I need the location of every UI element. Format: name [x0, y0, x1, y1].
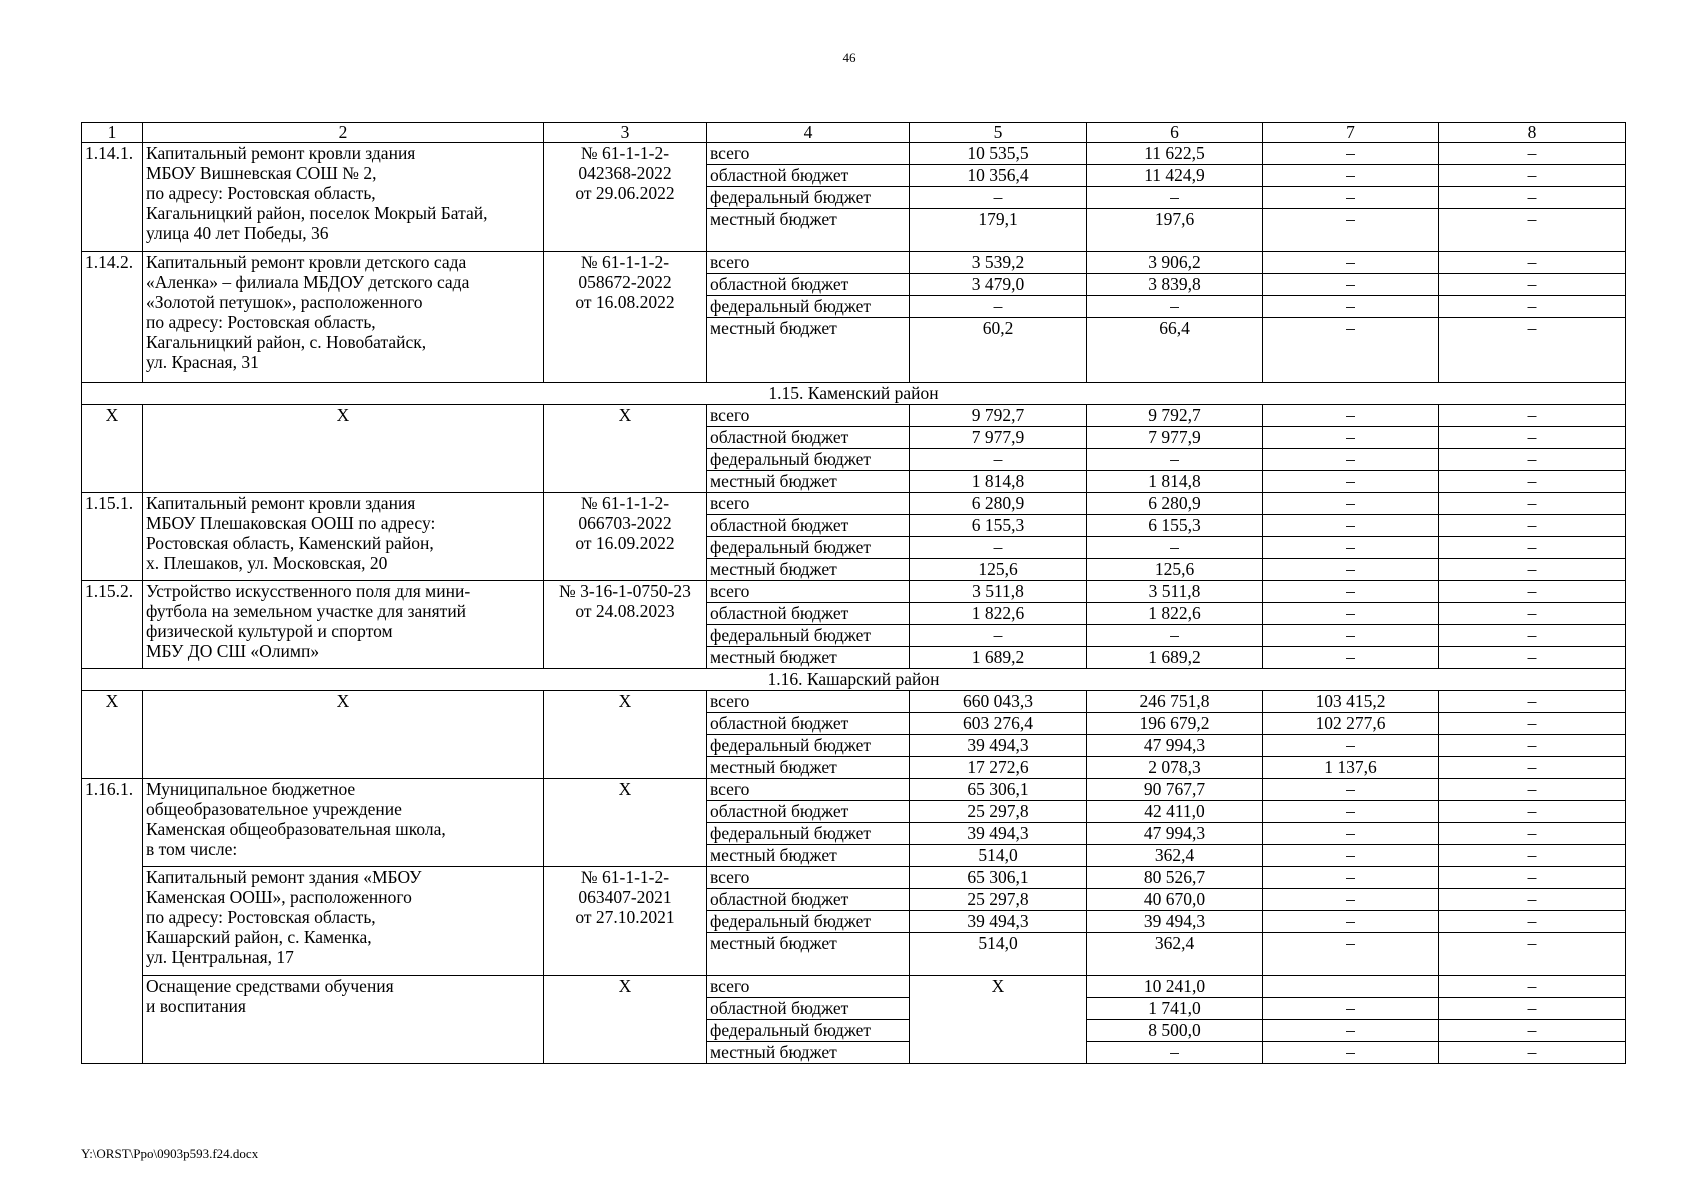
value-cell: 39 494,3	[910, 735, 1087, 757]
value-cell: –	[1439, 735, 1626, 757]
column-number-row	[82, 123, 1626, 143]
table-row	[82, 867, 1626, 889]
value-cell: –	[1263, 603, 1439, 625]
value-cell: 10 241,0	[1087, 976, 1263, 998]
value-cell: 60,2	[910, 318, 1087, 383]
document-ref: № 61-1-1-2- 066703-2022 от 16.09.2022	[544, 493, 707, 581]
value-cell: 1 137,6	[1263, 757, 1439, 779]
x-mark: Х	[143, 405, 544, 493]
value-cell: –	[910, 187, 1087, 209]
fund-label: всего	[707, 779, 910, 801]
fund-label: федеральный бюджет	[707, 187, 910, 209]
value-cell: –	[1439, 845, 1626, 867]
value-cell: –	[1263, 998, 1439, 1020]
value-cell: 7 977,9	[1087, 427, 1263, 449]
fund-label: местный бюджет	[707, 757, 910, 779]
fund-label: областной бюджет	[707, 998, 910, 1020]
value-cell: –	[1439, 493, 1626, 515]
item-name: Оснащение средствами обучения и воспитания	[143, 976, 544, 1064]
document-ref: № 61-1-1-2- 042368-2022 от 29.06.2022	[544, 143, 707, 252]
value-cell: –	[1087, 296, 1263, 318]
fund-label: местный бюджет	[707, 647, 910, 669]
fund-label: областной бюджет	[707, 889, 910, 911]
table-row	[82, 252, 1626, 274]
value-cell: –	[1439, 603, 1626, 625]
value-cell: –	[1439, 691, 1626, 713]
value-cell: 17 272,6	[910, 757, 1087, 779]
value-cell: 362,4	[1087, 845, 1263, 867]
item-name: Капитальный ремонт кровли детского сада «Аленка» – филиала МБДОУ детского сада «Золотой петушок», расположенного по адресу: Ростовская область, Кагальницкий район, с. Новобатайск, ул. Красная, 31	[143, 252, 544, 383]
value-cell: 179,1	[910, 209, 1087, 252]
value-cell: 7 977,9	[910, 427, 1087, 449]
section-title: 1.15. Каменский район	[82, 383, 1626, 405]
value-cell: –	[1439, 559, 1626, 581]
value-cell: –	[1263, 427, 1439, 449]
fund-label: местный бюджет	[707, 1042, 910, 1064]
header-cell: 6	[1087, 123, 1263, 143]
value-cell: 66,4	[1087, 318, 1263, 383]
fund-label: местный бюджет	[707, 559, 910, 581]
value-cell: 362,4	[1087, 933, 1263, 976]
value-cell: –	[1263, 493, 1439, 515]
fund-label: областной бюджет	[707, 515, 910, 537]
value-cell: 1 689,2	[910, 647, 1087, 669]
item-number: 1.15.2.	[82, 581, 143, 669]
fund-label: федеральный бюджет	[707, 823, 910, 845]
fund-label: федеральный бюджет	[707, 296, 910, 318]
value-cell: –	[1439, 143, 1626, 165]
value-cell: –	[1263, 647, 1439, 669]
item-name: Капитальный ремонт здания «МБОУ Каменская ООШ», расположенного по адресу: Ростовская область, Кашарский район, с. Каменка, ул. Центральная, 17	[143, 867, 544, 976]
value-cell: –	[1263, 252, 1439, 274]
value-cell: –	[1263, 867, 1439, 889]
value-cell: –	[1439, 449, 1626, 471]
value-cell: –	[1439, 801, 1626, 823]
value-cell: –	[1263, 471, 1439, 493]
fund-label: областной бюджет	[707, 427, 910, 449]
fund-label: всего	[707, 581, 910, 603]
value-cell: 42 411,0	[1087, 801, 1263, 823]
value-cell: –	[1263, 405, 1439, 427]
value-cell: 125,6	[910, 559, 1087, 581]
x-mark: Х	[82, 691, 143, 779]
value-cell: –	[1439, 1020, 1626, 1042]
value-cell: –	[1263, 187, 1439, 209]
x-mark: Х	[544, 779, 707, 867]
fund-label: всего	[707, 691, 910, 713]
fund-label: местный бюджет	[707, 933, 910, 976]
value-cell: –	[1263, 911, 1439, 933]
x-mark: Х	[82, 405, 143, 493]
value-cell: 10 535,5	[910, 143, 1087, 165]
value-cell: –	[1263, 449, 1439, 471]
value-cell: 2 078,3	[1087, 757, 1263, 779]
document-ref: № 3-16-1-0750-23 от 24.08.2023	[544, 581, 707, 669]
fund-label: федеральный бюджет	[707, 625, 910, 647]
value-cell: 39 494,3	[910, 911, 1087, 933]
value-cell: –	[910, 296, 1087, 318]
table-row	[82, 493, 1626, 515]
value-cell: 1 814,8	[1087, 471, 1263, 493]
section-header-row	[82, 669, 1626, 691]
value-cell: –	[1263, 165, 1439, 187]
value-cell: –	[1439, 318, 1626, 383]
value-cell: –	[1439, 647, 1626, 669]
value-cell: –	[1439, 515, 1626, 537]
value-cell: 3 839,8	[1087, 274, 1263, 296]
value-cell: 11 424,9	[1087, 165, 1263, 187]
value-cell: 9 792,7	[910, 405, 1087, 427]
section-header-row	[82, 383, 1626, 405]
fund-label: федеральный бюджет	[707, 449, 910, 471]
value-cell: –	[1439, 889, 1626, 911]
value-cell: 3 539,2	[910, 252, 1087, 274]
item-number: 1.14.1.	[82, 143, 143, 252]
value-cell: 11 622,5	[1087, 143, 1263, 165]
item-number: 1.14.2.	[82, 252, 143, 383]
value-cell: –	[1263, 581, 1439, 603]
fund-label: всего	[707, 143, 910, 165]
header-cell: 1	[82, 123, 143, 143]
value-cell: 25 297,8	[910, 889, 1087, 911]
fund-label: федеральный бюджет	[707, 1020, 910, 1042]
value-cell: –	[1439, 713, 1626, 735]
value-cell: –	[1087, 537, 1263, 559]
value-cell: 246 751,8	[1087, 691, 1263, 713]
value-cell: –	[1263, 625, 1439, 647]
value-cell: 40 670,0	[1087, 889, 1263, 911]
value-cell: 603 276,4	[910, 713, 1087, 735]
header-cell: 4	[707, 123, 910, 143]
fund-label: всего	[707, 493, 910, 515]
footer-file-path: Y:\ORST\Ppo\0903p593.f24.docx	[81, 1146, 259, 1161]
fund-label: всего	[707, 252, 910, 274]
value-cell: 25 297,8	[910, 801, 1087, 823]
value-cell: 6 155,3	[1087, 515, 1263, 537]
value-cell: –	[1263, 537, 1439, 559]
value-cell: –	[1087, 187, 1263, 209]
value-cell: –	[1439, 581, 1626, 603]
value-cell: –	[1439, 274, 1626, 296]
value-cell: 196 679,2	[1087, 713, 1263, 735]
value-cell: 90 767,7	[1087, 779, 1263, 801]
value-cell: 1 741,0	[1087, 998, 1263, 1020]
value-cell: 103 415,2	[1263, 691, 1439, 713]
value-cell: –	[1439, 823, 1626, 845]
section-title: 1.16. Кашарский район	[82, 669, 1626, 691]
value-cell: –	[1087, 625, 1263, 647]
item-number: 1.16.1.	[82, 779, 143, 1064]
item-name: Устройство искусственного поля для мини- футбола на земельном участке для занятий физической культурой и спортом МБУ ДО СШ «Олимп»	[143, 581, 544, 669]
value-cell: 39 494,3	[1087, 911, 1263, 933]
value-cell: –	[1263, 735, 1439, 757]
value-cell: –	[1263, 209, 1439, 252]
value-cell: –	[1263, 1042, 1439, 1064]
value-cell: 1 822,6	[1087, 603, 1263, 625]
value-cell: –	[1263, 274, 1439, 296]
fund-label: всего	[707, 867, 910, 889]
value-cell: –	[1439, 427, 1626, 449]
budget-table	[81, 122, 1626, 1064]
document-ref: № 61-1-1-2- 063407-2021 от 27.10.2021	[544, 867, 707, 976]
table-row	[82, 405, 1626, 427]
value-cell: –	[1263, 845, 1439, 867]
table-row	[82, 581, 1626, 603]
fund-label: федеральный бюджет	[707, 537, 910, 559]
table-row	[82, 691, 1626, 713]
value-cell: –	[1263, 823, 1439, 845]
value-cell: –	[1087, 449, 1263, 471]
item-name: Капитальный ремонт кровли здания МБОУ Вишневская СОШ № 2, по адресу: Ростовская область, Кагальницкий район, поселок Мокрый Батай, улица 40 лет Победы, 36	[143, 143, 544, 252]
value-cell: –	[1087, 1042, 1263, 1064]
header-cell: 3	[544, 123, 707, 143]
x-mark: Х	[544, 405, 707, 493]
fund-label: федеральный бюджет	[707, 735, 910, 757]
x-mark: Х	[544, 976, 707, 1064]
value-cell: –	[1439, 998, 1626, 1020]
value-cell: 3 511,8	[910, 581, 1087, 603]
fund-label: федеральный бюджет	[707, 911, 910, 933]
value-cell: –	[1439, 867, 1626, 889]
fund-label: областной бюджет	[707, 713, 910, 735]
value-cell: 1 822,6	[910, 603, 1087, 625]
value-cell: –	[1439, 296, 1626, 318]
header-cell: 7	[1263, 123, 1439, 143]
fund-label: областной бюджет	[707, 603, 910, 625]
fund-label: местный бюджет	[707, 209, 910, 252]
value-cell: 3 511,8	[1087, 581, 1263, 603]
value-cell: –	[1263, 779, 1439, 801]
value-cell: –	[1263, 515, 1439, 537]
x-mark: Х	[143, 691, 544, 779]
value-cell: 6 155,3	[910, 515, 1087, 537]
value-cell: 3 906,2	[1087, 252, 1263, 274]
value-cell: 39 494,3	[910, 823, 1087, 845]
value-cell	[1263, 976, 1439, 998]
item-name: Муниципальное бюджетное общеобразовательное учреждение Каменская общеобразовательная школа, в том числе:	[143, 779, 544, 867]
value-cell: –	[1439, 779, 1626, 801]
value-cell: –	[1439, 625, 1626, 647]
fund-label: местный бюджет	[707, 471, 910, 493]
value-cell: –	[1263, 318, 1439, 383]
value-cell: 1 814,8	[910, 471, 1087, 493]
document-ref: № 61-1-1-2- 058672-2022 от 16.08.2022	[544, 252, 707, 383]
value-cell: –	[910, 625, 1087, 647]
value-cell: –	[1439, 757, 1626, 779]
value-cell: 1 689,2	[1087, 647, 1263, 669]
value-cell: –	[1439, 165, 1626, 187]
x-mark: Х	[544, 691, 707, 779]
value-cell: –	[1439, 933, 1626, 976]
value-cell: –	[1439, 976, 1626, 998]
value-cell: –	[1263, 933, 1439, 976]
item-name: Капитальный ремонт кровли здания МБОУ Плешаковская ООШ по адресу: Ростовская область, Каменский район, х. Плешаков, ул. Московская, 20	[143, 493, 544, 581]
header-cell: 8	[1439, 123, 1626, 143]
table-row	[82, 143, 1626, 165]
value-cell: –	[1439, 209, 1626, 252]
value-cell: –	[1439, 1042, 1626, 1064]
fund-label: всего	[707, 976, 910, 998]
value-cell: –	[1439, 405, 1626, 427]
value-cell: 514,0	[910, 933, 1087, 976]
value-cell: –	[1439, 471, 1626, 493]
value-cell: 47 994,3	[1087, 823, 1263, 845]
value-cell: 9 792,7	[1087, 405, 1263, 427]
value-cell: 47 994,3	[1087, 735, 1263, 757]
value-cell: 8 500,0	[1087, 1020, 1263, 1042]
value-cell: 80 526,7	[1087, 867, 1263, 889]
fund-label: областной бюджет	[707, 801, 910, 823]
value-cell: 3 479,0	[910, 274, 1087, 296]
table-row	[82, 779, 1626, 801]
value-cell: 660 043,3	[910, 691, 1087, 713]
x-mark: Х	[910, 976, 1087, 1064]
table-row	[82, 976, 1626, 998]
fund-label: областной бюджет	[707, 165, 910, 187]
value-cell: –	[1439, 911, 1626, 933]
fund-label: всего	[707, 405, 910, 427]
fund-label: областной бюджет	[707, 274, 910, 296]
page-number: 46	[842, 50, 856, 65]
header-cell: 5	[910, 123, 1087, 143]
value-cell: 125,6	[1087, 559, 1263, 581]
value-cell: 197,6	[1087, 209, 1263, 252]
value-cell: –	[1439, 187, 1626, 209]
value-cell: 6 280,9	[1087, 493, 1263, 515]
value-cell: –	[1439, 252, 1626, 274]
value-cell: 514,0	[910, 845, 1087, 867]
value-cell: 6 280,9	[910, 493, 1087, 515]
value-cell: 102 277,6	[1263, 713, 1439, 735]
fund-label: местный бюджет	[707, 318, 910, 383]
value-cell: –	[1263, 559, 1439, 581]
header-cell: 2	[143, 123, 544, 143]
value-cell: –	[1263, 801, 1439, 823]
value-cell: 10 356,4	[910, 165, 1087, 187]
value-cell: 65 306,1	[910, 779, 1087, 801]
item-number: 1.15.1.	[82, 493, 143, 581]
value-cell: –	[1439, 537, 1626, 559]
fund-label: местный бюджет	[707, 845, 910, 867]
value-cell: –	[1263, 143, 1439, 165]
value-cell: –	[1263, 1020, 1439, 1042]
value-cell: –	[1263, 296, 1439, 318]
value-cell: –	[910, 449, 1087, 471]
value-cell: –	[1263, 889, 1439, 911]
value-cell: –	[910, 537, 1087, 559]
value-cell: 65 306,1	[910, 867, 1087, 889]
